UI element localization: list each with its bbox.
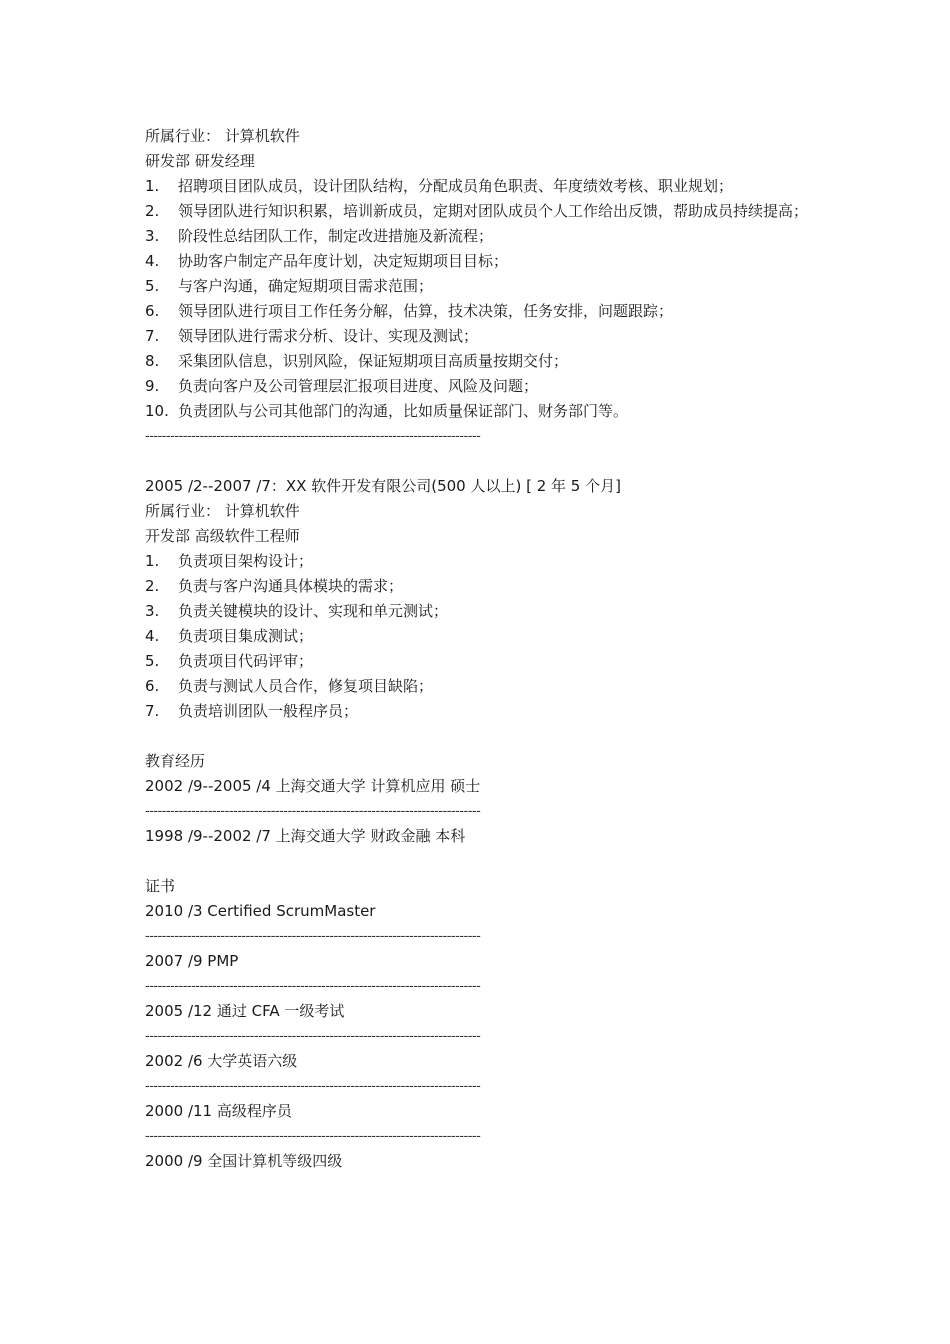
- list-item-number: 5.: [145, 652, 160, 670]
- list-item-text: 领导团队进行需求分析、设计、实现及测试；: [178, 327, 479, 345]
- job2-duties-list: [145, 549, 825, 724]
- list-item: [145, 674, 825, 699]
- list-item-text: 领导团队进行知识积累，培训新成员，定期对团队成员个人工作给出反馈，帮助成员持续提高；: [178, 202, 809, 220]
- certificate-entry: 2002 /6 大学英语六级: [145, 1052, 298, 1070]
- list-item-number: 1.: [145, 552, 160, 570]
- job1-industry: 所属行业： 计算机软件: [145, 127, 300, 145]
- list-item: [145, 649, 825, 674]
- list-item-number: 7.: [145, 702, 160, 720]
- list-item-text: 负责团队与公司其他部门的沟通，比如质量保证部门、财务部门等。: [178, 402, 629, 420]
- list-item-number: 6.: [145, 677, 160, 695]
- list-item-text: 领导团队进行项目工作任务分解，估算，技术决策，任务安排，问题跟踪；: [178, 302, 674, 320]
- education-title: 教育经历: [145, 752, 206, 770]
- list-item-number: 1.: [145, 177, 160, 195]
- separator: --------------------------------------------------------------------------------: [145, 1029, 481, 1044]
- list-item-text: 负责与测试人员合作，修复项目缺陷；: [178, 677, 434, 695]
- list-item-number: 2.: [145, 577, 160, 595]
- list-item: [145, 274, 825, 299]
- education-entry: 2002 /9--2005 /4 上海交通大学 计算机应用 硕士: [145, 777, 481, 795]
- list-item: [145, 599, 825, 624]
- certificate-entry: 2010 /3 Certified ScrumMaster: [145, 902, 376, 920]
- list-item: [145, 174, 825, 199]
- job2-dept: 开发部 高级软件工程师: [145, 527, 300, 545]
- list-item: [145, 399, 825, 424]
- list-item: [145, 699, 825, 724]
- list-item-text: 与客户沟通，确定短期项目需求范围；: [178, 277, 434, 295]
- list-item-text: 负责关键模块的设计、实现和单元测试；: [178, 602, 449, 620]
- list-item: [145, 374, 825, 399]
- job2-industry: 所属行业： 计算机软件: [145, 502, 300, 520]
- list-item: [145, 549, 825, 574]
- list-item-number: 8.: [145, 352, 160, 370]
- list-item: [145, 624, 825, 649]
- separator: --------------------------------------------------------------------------------: [145, 1079, 481, 1094]
- certificate-entry: 2005 /12 通过 CFA 一级考试: [145, 1002, 345, 1020]
- list-item-number: 4.: [145, 627, 160, 645]
- separator: --------------------------------------------------------------------------------: [145, 929, 481, 944]
- list-item-number: 3.: [145, 602, 160, 620]
- list-item: [145, 224, 825, 249]
- job2-header: 2005 /2--2007 /7：XX 软件开发有限公司(500 人以上) [ 2 年 5 个月]: [145, 477, 621, 495]
- job1-duties-list: [145, 174, 825, 424]
- list-item-text: 招聘项目团队成员，设计团队结构，分配成员角色职责、年度绩效考核、职业规划；: [178, 177, 734, 195]
- list-item: [145, 324, 825, 349]
- list-item-number: 2.: [145, 202, 160, 220]
- certificate-entry: 2000 /11 高级程序员: [145, 1102, 292, 1120]
- list-item-number: 7.: [145, 327, 160, 345]
- list-item-text: 负责培训团队一般程序员；: [178, 702, 359, 720]
- list-item-number: 9.: [145, 377, 160, 395]
- job1-dept: 研发部 研发经理: [145, 152, 255, 170]
- list-item-text: 负责项目集成测试；: [178, 627, 314, 645]
- list-item-number: 3.: [145, 227, 160, 245]
- certificates-title: 证书: [145, 877, 176, 895]
- blank-line: [145, 849, 825, 874]
- list-item-number: 10.: [145, 402, 169, 420]
- list-item-text: 负责向客户及公司管理层汇报项目进度、风险及问题；: [178, 377, 539, 395]
- education-entry: 1998 /9--2002 /7 上海交通大学 财政金融 本科: [145, 827, 466, 845]
- list-item-number: 6.: [145, 302, 160, 320]
- separator: --------------------------------------------------------------------------------: [145, 1129, 481, 1144]
- list-item-text: 协助客户制定产品年度计划，决定短期项目目标；: [178, 252, 509, 270]
- list-item-text: 负责项目架构设计；: [178, 552, 314, 570]
- certificate-entry: 2007 /9 PMP: [145, 952, 239, 970]
- list-item-number: 5.: [145, 277, 160, 295]
- list-item: [145, 349, 825, 374]
- list-item-text: 负责与客户沟通具体模块的需求；: [178, 577, 404, 595]
- list-item: [145, 249, 825, 274]
- separator: --------------------------------------------------------------------------------: [145, 429, 481, 444]
- list-item-number: 4.: [145, 252, 160, 270]
- blank-line: [145, 724, 825, 749]
- certificate-entry: 2000 /9 全国计算机等级四级: [145, 1152, 343, 1170]
- list-item: [145, 299, 825, 324]
- list-item-text: 阶段性总结团队工作，制定改进措施及新流程；: [178, 227, 494, 245]
- list-item-text: 采集团队信息，识别风险，保证短期项目高质量按期交付；: [178, 352, 569, 370]
- list-item: [145, 574, 825, 599]
- list-item-text: 负责项目代码评审；: [178, 652, 314, 670]
- blank-line: [145, 449, 825, 474]
- separator: --------------------------------------------------------------------------------: [145, 804, 481, 819]
- separator: --------------------------------------------------------------------------------: [145, 979, 481, 994]
- resume-content: [145, 124, 825, 1174]
- list-item: [145, 199, 825, 224]
